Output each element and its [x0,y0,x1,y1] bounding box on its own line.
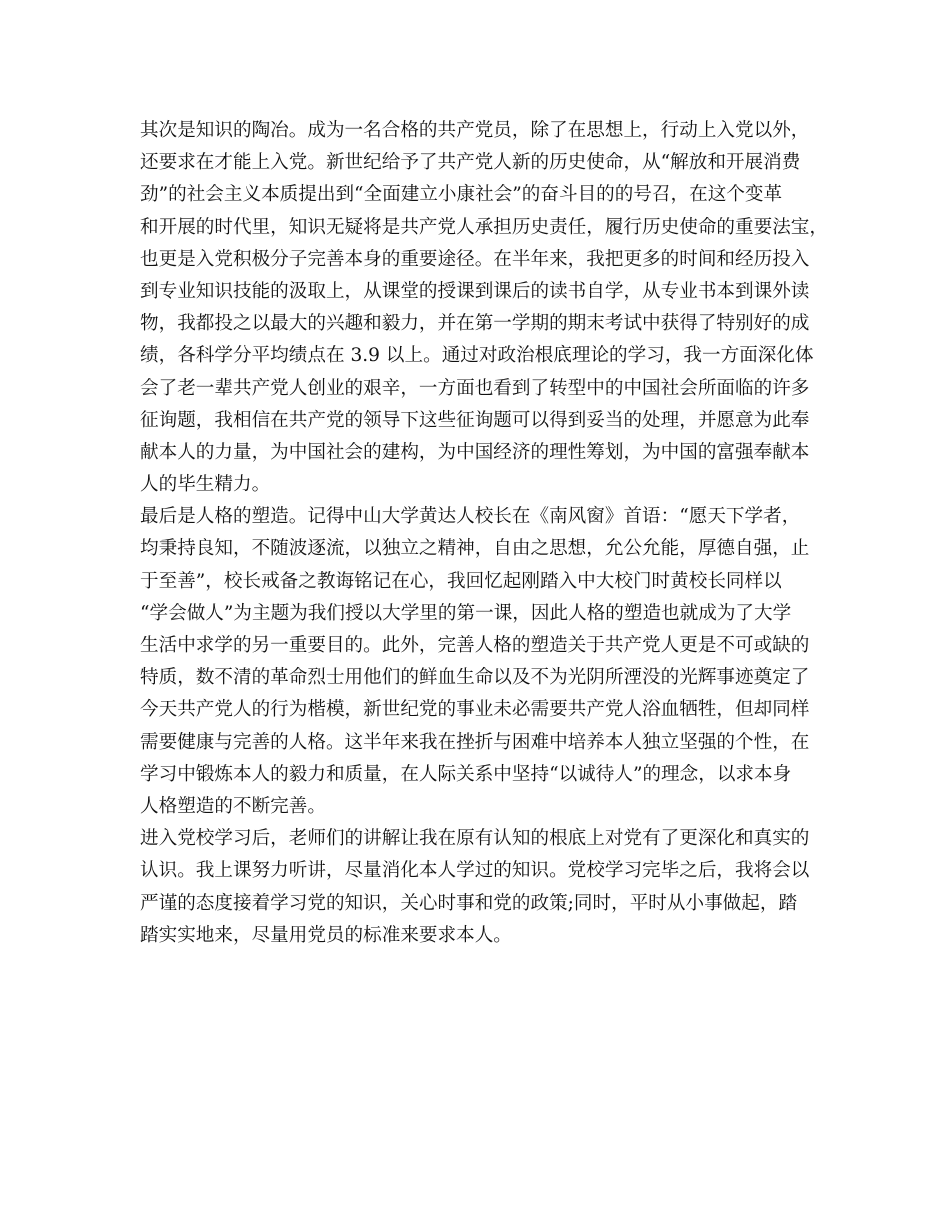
text-line: 进入党校学习后，老师们的讲解让我在原有认知的根底上对党有了更深化和真实的 [140,828,810,850]
text-line: 也更是入党积极分子完善本身的重要途径。在半年来，我把更多的时间和经历投入 [140,248,810,270]
paragraph-knowledge [140,115,828,501]
text-line: 今天共产党人的行为楷模，新世纪党的事业未必需要共产党人浴血牺牲，但却同样 [140,699,810,721]
text-line: 特质，数不清的革命烈士用他们的鲜血生命以及不为光阴所湮没的光辉事迹奠定了 [140,667,810,689]
text-line: 征询题，我相信在共产党的领导下这些征询题可以得到妥当的处理，并愿意为此奉 [140,409,810,431]
text-line: 物，我都投之以最大的兴趣和毅力，并在第一学期的期末考试中获得了特别好的成 [140,313,810,335]
text-line: 还要求在才能上入党。新世纪给予了共产党人新的历史使命，从“解放和开展消费 [140,152,801,174]
text-line: 认识。我上课努力听讲，尽量消化本人学过的知识。党校学习完毕之后，我将会以 [140,860,810,882]
text-line: 献本人的力量，为中国社会的建构，为中国经济的理性筹划，为中国的富强奉献本 [140,441,810,463]
paragraph-party-school [140,823,820,952]
text-line: 其次是知识的陶冶。成为一名合格的共产党员，除了在思想上，行动上入党以外， [140,120,810,141]
text-line: 会了老一辈共产党人创业的艰辛，一方面也看到了转型中的中国社会所面临的许多 [140,377,810,399]
text-line: 学习中锻炼本人的毅力和质量，在人际关系中坚持“以诚待人”的理念，以求本身 [140,763,792,785]
text-line: 人格塑造的不断完善。 [140,795,326,817]
text-line: 踏实实地来，尽量用党员的标准来要求本人。 [140,924,512,946]
document-page [140,115,828,952]
text-line: 人的毕生精力。 [140,474,271,496]
text-line: 劲”的社会主义本质提出到“全面建立小康社会”的奋斗目的的号召，在这个变革 [140,184,783,206]
text-line: 于至善”，校长戒备之教诲铭记在心，我回忆起刚踏入中大校门时黄校长同样以 [140,570,782,592]
text-line: 最后是人格的塑造。记得中山大学黄达人校长在《南风窗》首语：“愿天下学者， [140,506,801,528]
paragraph-personality [140,501,820,823]
text-line: 严谨的态度接着学习党的知识，关心时事和党的政策;同时，平时从小事做起，踏 [140,892,798,914]
text-line: 和开展的时代里，知识无疑将是共产党人承担历史责任，履行历史使命的重要法宝， [140,216,828,238]
text-line: “学会做人”为主题为我们授以大学里的第一课，因此人格的塑造也就成为了大学 [140,602,792,624]
text-line: 生活中求学的另一重要目的。此外，完善人格的塑造关于共产党人更是不可或缺的 [140,635,810,656]
text-line: 需要健康与完善的人格。这半年来我在挫折与困难中培养本人独立坚强的个性，在 [140,731,810,753]
text-line: 绩，各科学分平均绩点在 3.9 以上。通过对政治根底理论的学习，我一方面深化体 [140,345,814,367]
text-line: 到专业知识技能的汲取上，从课堂的授课到课后的读书自学，从专业书本到课外读 [140,280,810,302]
text-line: 均秉持良知，不随波逐流，以独立之精神，自由之思想，允公允能，厚德自强，止 [140,538,810,560]
